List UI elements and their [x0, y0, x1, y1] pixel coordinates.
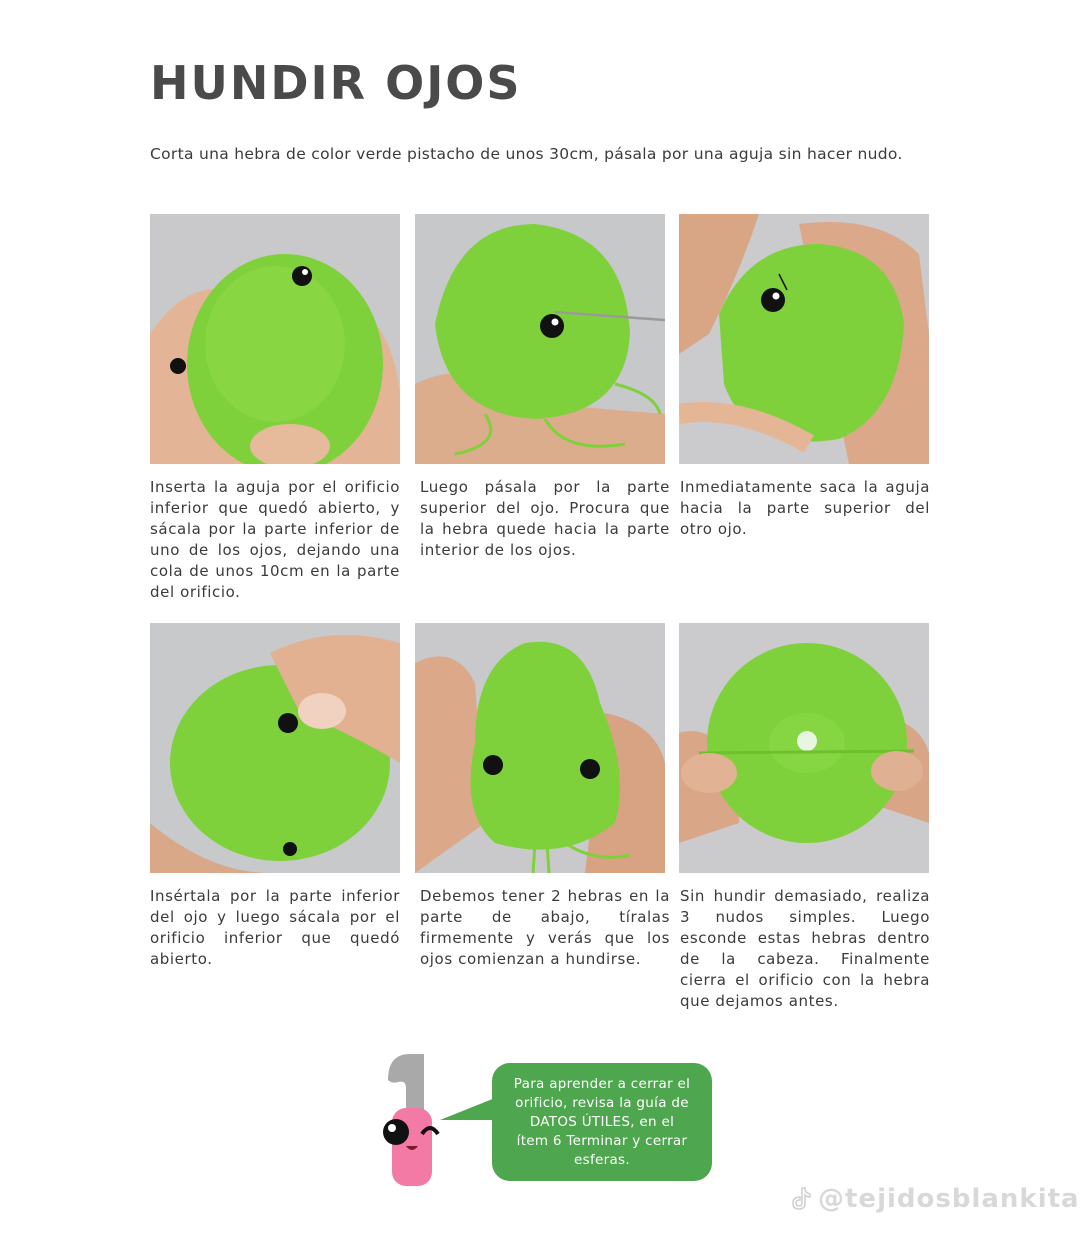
- step-4-photo: [150, 623, 400, 873]
- step-3-photo: [679, 214, 929, 464]
- tip-speech-bubble: [492, 1063, 712, 1181]
- step-1-caption: Inserta la aguja por el orificio inferior que quedó abierto, y sácala por la parte inferior de uno de los ojos, dejando una cola de unos 10cm en la parte del orificio.: [150, 478, 400, 601]
- page-title: HUNDIR OJOS: [150, 56, 522, 110]
- step-1-photo: [150, 214, 400, 464]
- step-6-photo: [679, 623, 929, 873]
- step-2-photo: [415, 214, 665, 464]
- intro-text: Corta una hebra de color verde pistacho de unos 30cm, pásala por una aguja sin hacer nudo.: [150, 145, 903, 163]
- step-5-caption: Debemos tener 2 hebras en la parte de abajo, tíralas firmemente y verás que los ojos comienzan a hundirse.: [420, 887, 670, 968]
- step-2-caption: Luego pásala por la parte superior del ojo. Procura que la hebra quede hacia la parte interior de los ojos.: [420, 478, 670, 559]
- step-4-caption: Insértala por la parte inferior del ojo y luego sácala por el orificio inferior que quedó abierto.: [150, 887, 400, 968]
- speech-bubble-tail: [440, 1090, 500, 1130]
- tip-text: Para aprender a cerrar el orificio, revisa la guía de DATOS ÚTILES, en el ítem 6 Terminar y cerrar esferas.: [513, 1075, 691, 1168]
- step-5-photo: [415, 623, 665, 873]
- tiktok-icon: [790, 1186, 812, 1212]
- step-6-caption: Sin hundir demasiado, realiza 3 nudos simples. Luego esconde estas hebras dentro de la cabeza. Finalmente cierra el orificio con la hebra que dejamos antes.: [680, 887, 930, 1010]
- step-3-caption: Inmediatamente saca la aguja hacia la parte superior del otro ojo.: [680, 478, 930, 538]
- watermark-handle: @tejidosblankita: [818, 1184, 1080, 1214]
- watermark: [790, 1184, 1080, 1214]
